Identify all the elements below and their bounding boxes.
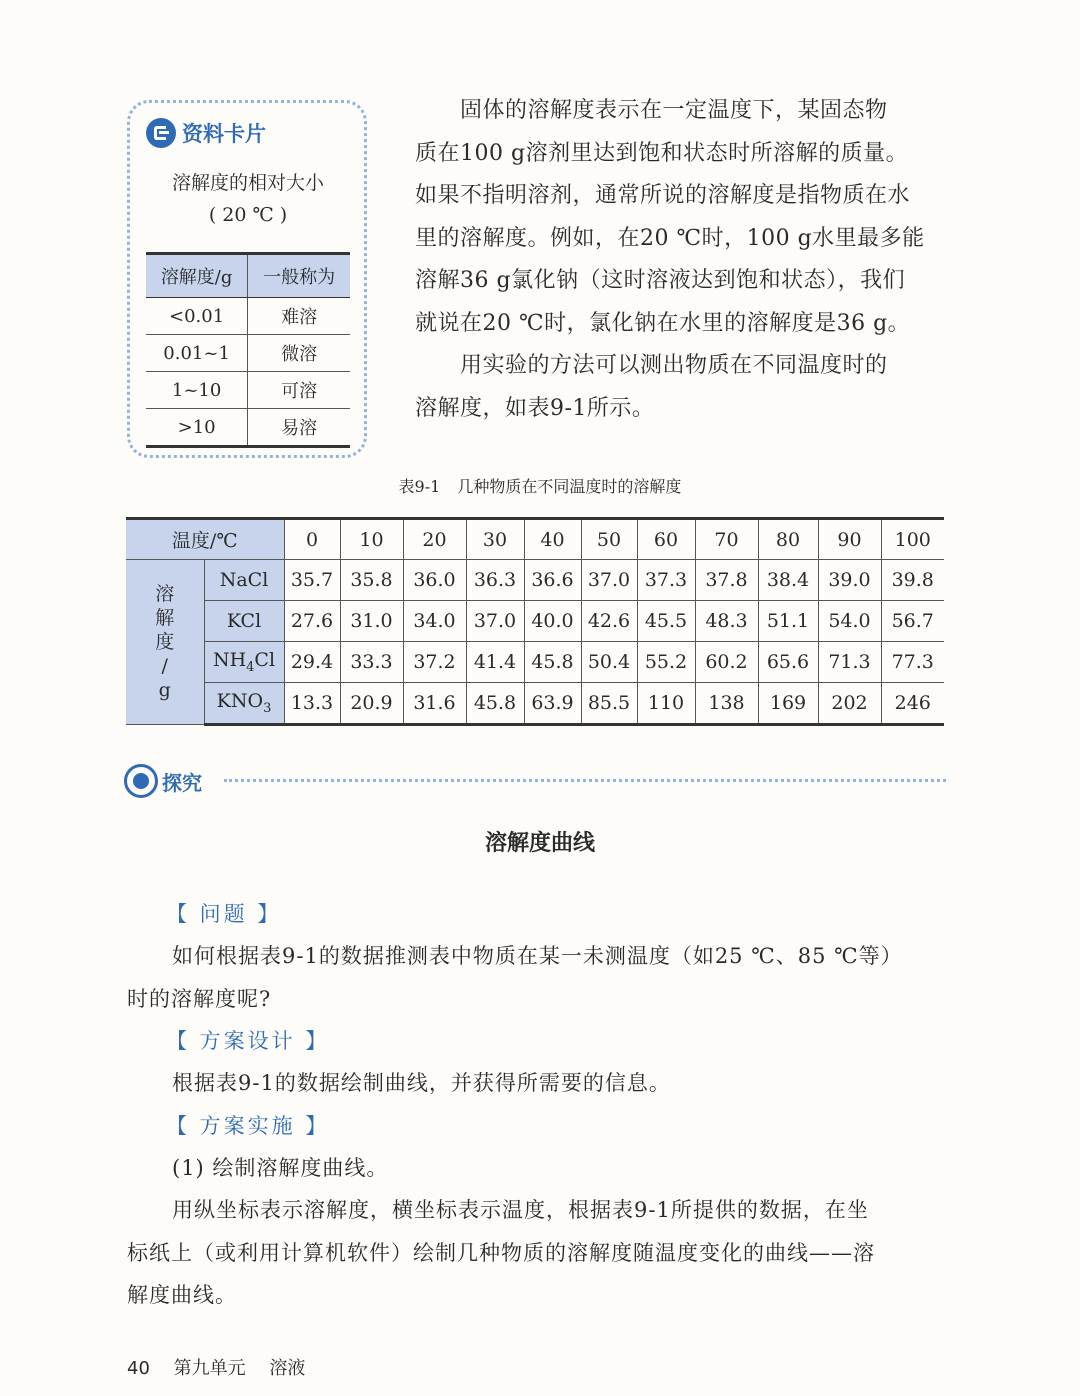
table-row bbox=[146, 298, 350, 335]
table-row bbox=[126, 683, 944, 725]
unit-topic: 溶液 bbox=[269, 1358, 306, 1379]
table-caption bbox=[0, 474, 1080, 497]
text-line: 溶解度，如表9-1所示。 bbox=[415, 395, 655, 421]
value-cell: 246 bbox=[881, 683, 944, 725]
temp-cell: 60 bbox=[637, 519, 695, 560]
value-cell: 45.5 bbox=[637, 601, 695, 642]
value-cell: 138 bbox=[695, 683, 758, 725]
table-cell: 难溶 bbox=[248, 298, 350, 335]
table-cell: 可溶 bbox=[248, 372, 350, 409]
value-cell: 56.7 bbox=[881, 601, 944, 642]
value-cell: 85.5 bbox=[581, 683, 637, 725]
text-line: 就说在20 ℃时，氯化钠在水里的溶解度是36 g。 bbox=[415, 310, 911, 336]
value-cell: 37.3 bbox=[637, 560, 695, 601]
step-text: 标纸上（或利用计算机软件）绘制几种物质的溶解度随温度变化的曲线——溶 bbox=[127, 1241, 875, 1265]
intro-paragraph-1 bbox=[415, 90, 950, 430]
unit-name: 第九单元 bbox=[173, 1358, 246, 1379]
value-cell: 202 bbox=[818, 683, 881, 725]
value-cell: 110 bbox=[637, 683, 695, 725]
table-cell: 微溶 bbox=[248, 335, 350, 372]
value-cell: 31.6 bbox=[403, 683, 466, 725]
info-card-temperature: ( 20 ℃ ) bbox=[208, 204, 288, 226]
value-cell: 51.1 bbox=[758, 601, 818, 642]
temp-cell: 90 bbox=[818, 519, 881, 560]
value-cell: 37.2 bbox=[403, 642, 466, 683]
temp-cell: 20 bbox=[403, 519, 466, 560]
value-cell: 34.0 bbox=[403, 601, 466, 642]
table-caption-id: 表9-1 bbox=[398, 477, 441, 496]
value-cell: 65.6 bbox=[758, 642, 818, 683]
temperature-header: 温度/℃ bbox=[126, 519, 284, 560]
text-line: 如果不指明溶剂，通常所说的溶解度是指物质在水 bbox=[415, 183, 911, 208]
info-card-header bbox=[146, 118, 266, 148]
question-text: 时的溶解度呢? bbox=[127, 987, 272, 1011]
text-line: 溶解36 g氯化钠（这时溶液达到饱和状态），我们 bbox=[415, 268, 906, 293]
explore-label: 探究 bbox=[162, 770, 202, 795]
table-cell: 1~10 bbox=[146, 372, 248, 409]
design-label: 【 方案设计 】 bbox=[166, 1029, 330, 1053]
formula-text: KNO bbox=[216, 690, 264, 713]
value-cell: 29.4 bbox=[284, 642, 340, 683]
table-row bbox=[126, 560, 944, 601]
value-cell: 54.0 bbox=[818, 601, 881, 642]
temp-cell: 50 bbox=[581, 519, 637, 560]
value-cell: 20.9 bbox=[340, 683, 403, 725]
text-line: 里的溶解度。例如，在20 ℃时，100 g水里最多能 bbox=[415, 225, 925, 251]
step-text: 解度曲线。 bbox=[127, 1283, 237, 1307]
table-cell: <0.01 bbox=[146, 298, 248, 335]
column-header: 一般称为 bbox=[248, 254, 350, 298]
value-cell: 77.3 bbox=[881, 642, 944, 683]
value-cell: 39.0 bbox=[818, 560, 881, 601]
substance-cell bbox=[204, 642, 284, 683]
text-line: 用实验的方法可以测出物质在不同温度时的 bbox=[415, 353, 888, 378]
value-cell: 40.0 bbox=[524, 601, 581, 642]
page-footer bbox=[127, 1354, 323, 1380]
value-cell: 42.6 bbox=[581, 601, 637, 642]
book-icon bbox=[146, 118, 176, 148]
value-cell: 31.0 bbox=[340, 601, 403, 642]
temp-cell: 100 bbox=[881, 519, 944, 560]
step-title: (1) 绘制溶解度曲线。 bbox=[150, 1156, 389, 1180]
table-cell: 易溶 bbox=[248, 409, 350, 447]
formula-subscript: 3 bbox=[263, 700, 272, 716]
table-cell: 0.01~1 bbox=[146, 335, 248, 372]
value-cell: 37.0 bbox=[466, 601, 524, 642]
formula-text: NH bbox=[212, 649, 247, 672]
value-cell: 39.8 bbox=[881, 560, 944, 601]
value-cell: 45.8 bbox=[466, 683, 524, 725]
value-cell: 13.3 bbox=[284, 683, 340, 725]
table-row bbox=[146, 335, 350, 372]
page-number: 40 bbox=[127, 1358, 150, 1379]
temp-cell: 10 bbox=[340, 519, 403, 560]
solubility-table bbox=[126, 517, 944, 726]
temp-cell: 30 bbox=[466, 519, 524, 560]
substance-cell bbox=[204, 683, 284, 725]
value-cell: 35.8 bbox=[340, 560, 403, 601]
substance-cell: NaCl bbox=[204, 560, 284, 601]
table-header-row bbox=[126, 519, 944, 560]
value-cell: 71.3 bbox=[818, 642, 881, 683]
table-row bbox=[126, 601, 944, 642]
design-text: 根据表9-1的数据绘制曲线，并获得所需要的信息。 bbox=[150, 1071, 671, 1095]
value-cell: 50.4 bbox=[581, 642, 637, 683]
value-cell: 48.3 bbox=[695, 601, 758, 642]
text-line: 质在100 g溶剂里达到饱和状态时所溶解的质量。 bbox=[415, 140, 909, 166]
value-cell: 45.8 bbox=[524, 642, 581, 683]
temp-cell: 70 bbox=[695, 519, 758, 560]
value-cell: 36.0 bbox=[403, 560, 466, 601]
temp-cell: 80 bbox=[758, 519, 818, 560]
value-cell: 55.2 bbox=[637, 642, 695, 683]
text-line: 固体的溶解度表示在一定温度下，某固态物 bbox=[415, 98, 888, 123]
step-text: 用纵坐标表示溶解度，横坐标表示温度，根据表9-1所提供的数据，在坐 bbox=[150, 1198, 869, 1222]
explore-header bbox=[124, 764, 202, 798]
value-cell: 27.6 bbox=[284, 601, 340, 642]
value-cell: 63.9 bbox=[524, 683, 581, 725]
table-row bbox=[146, 372, 350, 409]
value-cell: 36.3 bbox=[466, 560, 524, 601]
table-row bbox=[126, 642, 944, 683]
info-card-title: 资料卡片 bbox=[182, 122, 266, 146]
solubility-side-label bbox=[126, 560, 204, 725]
formula-subscript: 4 bbox=[246, 659, 255, 675]
value-cell: 35.7 bbox=[284, 560, 340, 601]
side-label-char: 解 bbox=[155, 607, 175, 629]
info-card-subtitle: 溶解度的相对大小 bbox=[171, 172, 324, 194]
table-row bbox=[146, 409, 350, 447]
section-heading: 溶解度曲线 bbox=[484, 830, 595, 856]
value-cell: 60.2 bbox=[695, 642, 758, 683]
table-caption-text: 几种物质在不同温度时的溶解度 bbox=[457, 477, 682, 496]
temp-cell: 0 bbox=[284, 519, 340, 560]
table-cell: >10 bbox=[146, 409, 248, 447]
temp-cell: 40 bbox=[524, 519, 581, 560]
dotted-divider bbox=[224, 779, 946, 782]
column-header: 溶解度/g bbox=[146, 254, 248, 298]
side-label-char: 度 bbox=[155, 631, 175, 653]
formula-text: Cl bbox=[254, 649, 276, 672]
side-label-char: / bbox=[161, 655, 168, 677]
target-icon bbox=[124, 764, 158, 798]
value-cell: 38.4 bbox=[758, 560, 818, 601]
value-cell: 41.4 bbox=[466, 642, 524, 683]
value-cell: 169 bbox=[758, 683, 818, 725]
side-label-char: g bbox=[158, 679, 171, 701]
question-label: 【 问题 】 bbox=[166, 902, 282, 926]
side-label-char: 溶 bbox=[155, 583, 175, 605]
value-cell: 37.8 bbox=[695, 560, 758, 601]
value-cell: 36.6 bbox=[524, 560, 581, 601]
question-text: 如何根据表9-1的数据推测表中物质在某一未测温度（如25 ℃、85 ℃等） bbox=[150, 944, 903, 968]
value-cell: 33.3 bbox=[340, 642, 403, 683]
value-cell: 37.0 bbox=[581, 560, 637, 601]
implementation-label: 【 方案实施 】 bbox=[166, 1114, 330, 1138]
relative-solubility-table bbox=[146, 252, 350, 448]
substance-cell: KCl bbox=[204, 601, 284, 642]
